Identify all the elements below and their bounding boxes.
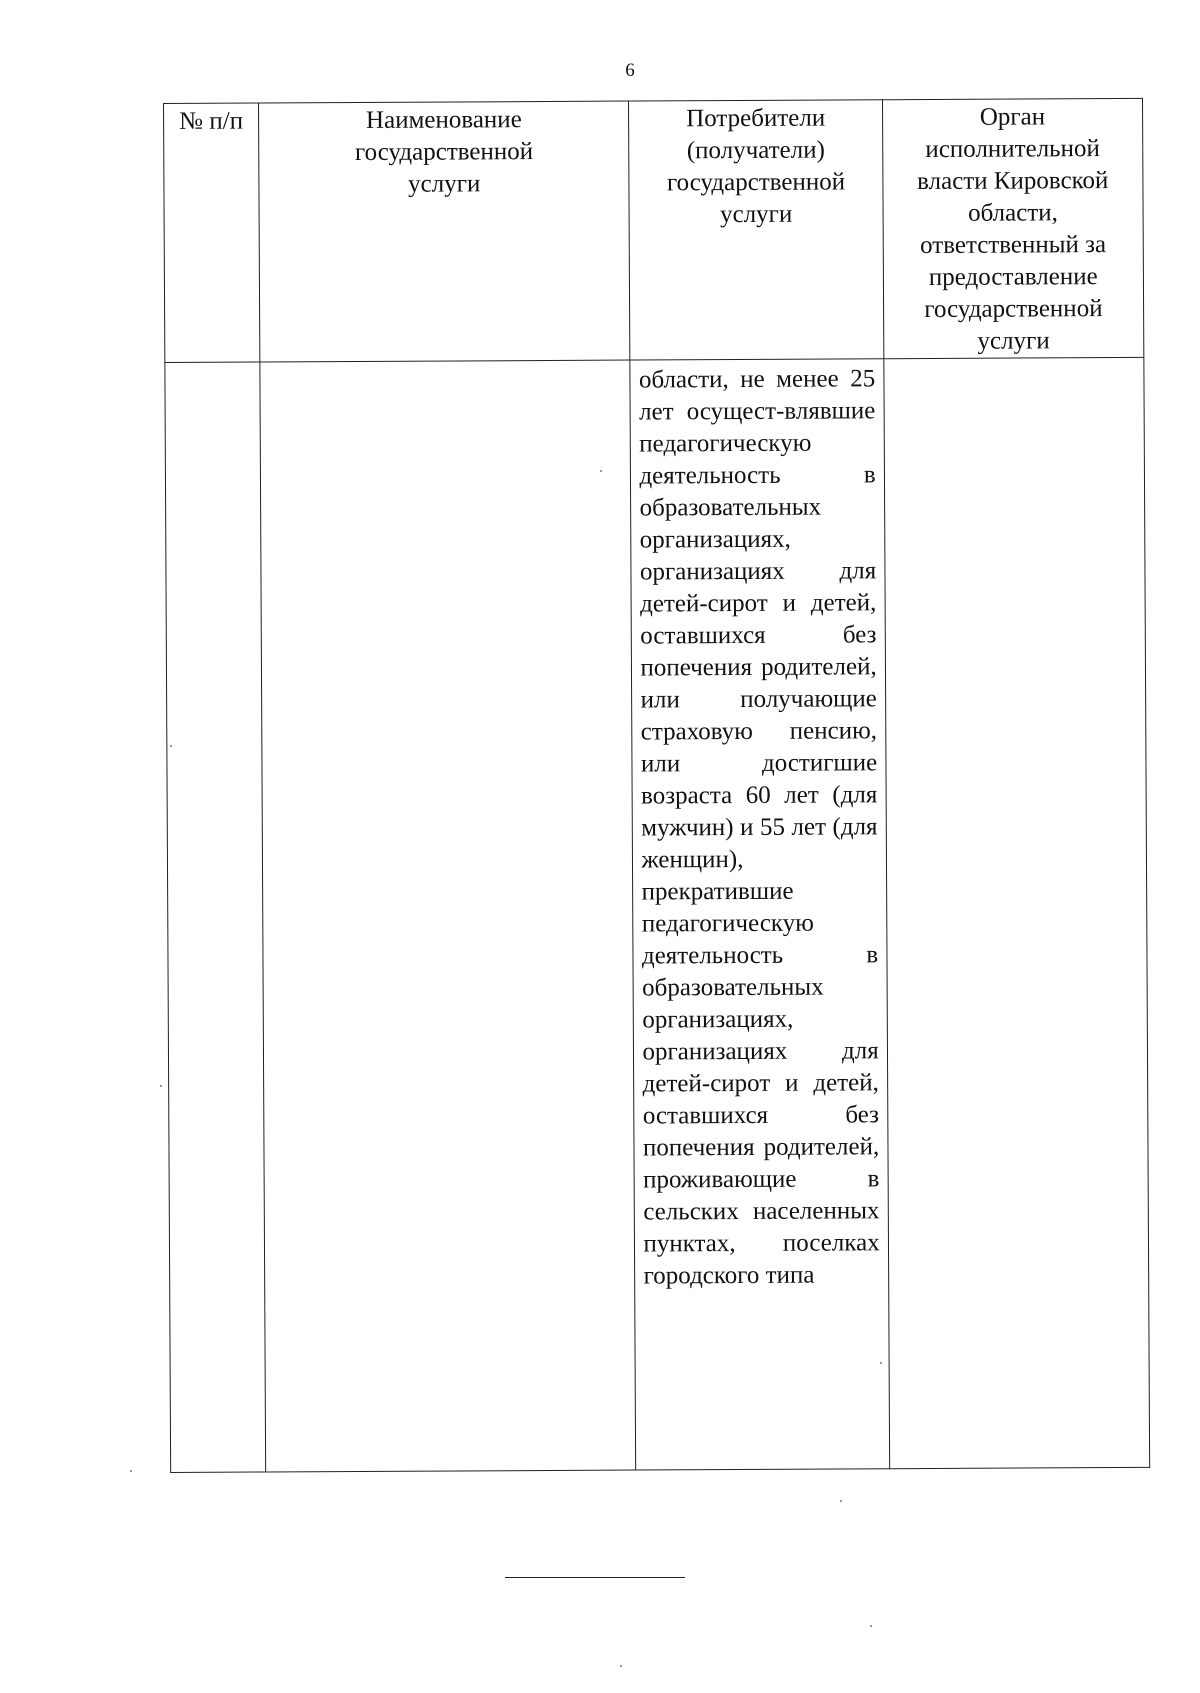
table-body [165, 357, 1150, 1472]
cell-number [165, 362, 266, 1472]
scan-speck [160, 1085, 162, 1087]
end-rule [505, 1577, 685, 1578]
scan-speck [880, 1362, 882, 1364]
table-row [165, 357, 1150, 1472]
scan-speck [130, 1470, 132, 1472]
scan-speck [870, 1625, 872, 1627]
header-service-name: Наименование государственной услуги [259, 101, 631, 362]
scan-speck [600, 470, 602, 472]
consumers-text: области, не менее 25 лет осущест-влявшие педагогическую деятельность в образовательных организациях, организациях для детей-сирот и детей, оставшихся без попечения родителей, или получающие страховую пенсию, или достигшие возраста 60 лет (для мужчин) и 55 лет (для женщин), прекратившие педагогическую деятельность в образовательных организациях, организациях для детей-сирот и детей, оставшихся без попечения родителей, проживающие в сельских населенных пунктах, поселках городского типа [638, 365, 880, 1290]
cell-consumers [630, 359, 889, 1470]
scan-speck [620, 1665, 622, 1667]
scan-speck [170, 745, 172, 747]
cell-service-name [260, 360, 636, 1472]
header-number: № п/п [164, 103, 260, 362]
header-consumers: Потребители (получатели) государственной услуги [629, 100, 884, 360]
scan-speck [840, 1500, 842, 1502]
services-table [163, 98, 1150, 1473]
header-authority: Орган исполнительной власти Кировской области, ответственный за предоставление государственной услуги [882, 98, 1144, 358]
table-header-row [164, 98, 1144, 362]
page-number: 6 [625, 60, 635, 81]
table-header [164, 98, 1144, 362]
cell-authority [884, 357, 1150, 1468]
